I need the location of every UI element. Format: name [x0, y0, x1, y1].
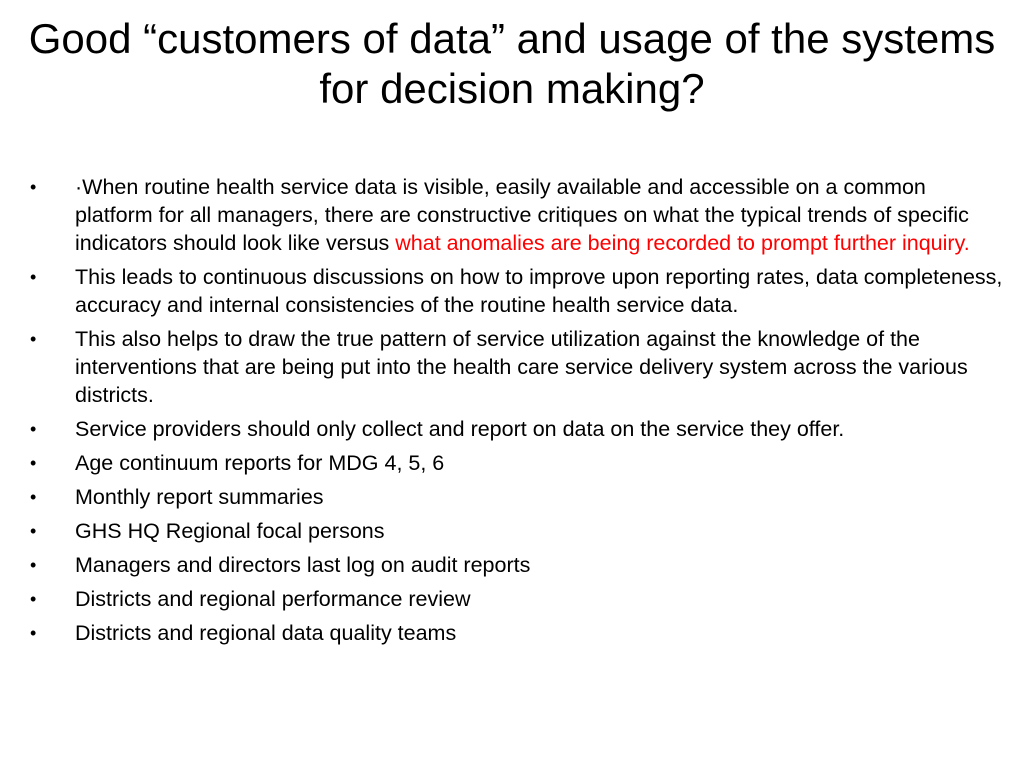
- bullet-icon: •: [30, 589, 37, 609]
- bullet-icon: •: [30, 177, 37, 197]
- bullet-item: [30, 449, 1005, 477]
- bullet-item: [30, 551, 1005, 579]
- bullet-item: [30, 517, 1005, 545]
- bullet-item: [30, 483, 1005, 511]
- bullet-text: Districts and regional data quality teams: [75, 621, 457, 645]
- bullet-text: Managers and directors last log on audit reports: [75, 553, 531, 577]
- bullet-icon: •: [30, 419, 37, 439]
- bullet-text: GHS HQ Regional focal persons: [75, 519, 385, 543]
- bullet-item: [30, 415, 1005, 443]
- bullet-text: Age continuum reports for MDG 4, 5, 6: [75, 451, 445, 475]
- bullet-item: [30, 619, 1005, 647]
- bullet-list: [30, 173, 1005, 653]
- bullet-text: Service providers should only collect and report on data on the service they offer.: [75, 417, 845, 441]
- bullet-icon: •: [30, 555, 37, 575]
- bullet-item: [30, 325, 1005, 409]
- bullet-icon: •: [30, 487, 37, 507]
- bullet-item: [30, 173, 1005, 257]
- bullet-text: ·When routine health service data is visible, easily available and accessible on a common platform for all managers, there are constructive critiques on what the typical trends of specific indicators should look like versus: [75, 175, 969, 255]
- bullet-item: [30, 585, 1005, 613]
- slide-title: Good “customers of data” and usage of the systems for decision making?: [28, 15, 996, 112]
- bullet-highlighted-text: what anomalies are being recorded to prompt further inquiry.: [395, 231, 970, 255]
- bullet-icon: •: [30, 521, 37, 541]
- bullet-text: Monthly report summaries: [75, 485, 324, 509]
- bullet-icon: •: [30, 267, 37, 287]
- bullet-text: This also helps to draw the true pattern of service utilization against the knowledge of the interventions that are being put into the health care service delivery system across the various districts.: [75, 327, 968, 407]
- bullet-icon: •: [30, 623, 37, 643]
- bullet-icon: •: [30, 329, 37, 349]
- bullet-icon: •: [30, 453, 37, 473]
- bullet-text: This leads to continuous discussions on how to improve upon reporting rates, data completeness, accuracy and internal consistencies of the routine health service data.: [75, 265, 1003, 317]
- bullet-text: Districts and regional performance review: [75, 587, 471, 611]
- bullet-item: [30, 263, 1005, 319]
